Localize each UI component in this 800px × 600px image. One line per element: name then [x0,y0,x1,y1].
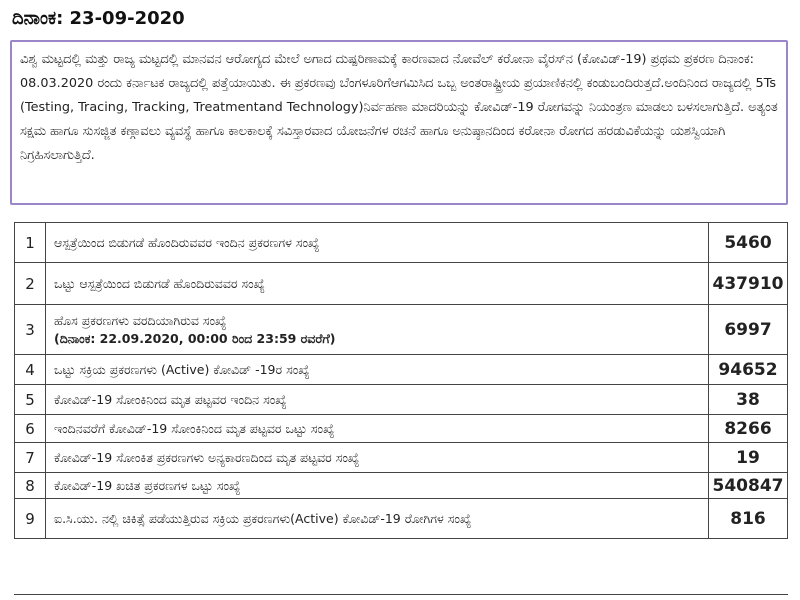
row-description [46,263,709,305]
table-row [15,415,788,443]
row-description-text: ಕೋವಿಡ್-19 ಖಚಿತ ಪ್ರಕರಣಗಳ ಒಟ್ಟು ಸಂಖ್ಯೆ [54,477,241,493]
row-date-range: (ದಿನಾಂಕ: 22.09.2020, 00:00 ರಿಂದ 23:59 ರವರೆಗೆ) [54,330,336,346]
row-value: 540847 [709,473,788,499]
table-row [15,305,788,355]
row-description [46,499,709,539]
row-number: 4 [15,355,46,385]
row-description-text: ಒಟ್ಟು ಆಸ್ಪತ್ರೆಯಿಂದ ಬಿಡುಗಡೆ ಹೊಂದಿರುವವರ ಸಂಖ್ಯೆ [54,275,265,291]
row-description [46,305,709,355]
row-value: 8266 [709,415,788,443]
row-number: 2 [15,263,46,305]
table-row [15,473,788,499]
row-value: 94652 [709,355,788,385]
row-description [46,415,709,443]
row-number: 1 [15,223,46,263]
table-row [15,443,788,473]
row-description [46,355,709,385]
row-value: 6997 [709,305,788,355]
row-description [46,385,709,415]
row-description [46,443,709,473]
row-description-text: ಐ.ಸಿ.ಯು. ನಲ್ಲಿ ಚಿಕಿತ್ಸೆ ಪಡೆಯುತ್ತಿರುವ ಸಕ್ರಿಯ ಪ್ರಕರಣಗಳು(Active) ಕೋವಿಡ್-19 ರೋಗಿಗಳ ಸಂಖ್ಯೆ [54,510,472,526]
row-description-text: ಒಟ್ಟು ಸಕ್ರಿಯ ಪ್ರಕರಣಗಳು (Active) ಕೋವಿಡ್ -19ರ ಸಂಖ್ಯೆ [54,361,310,377]
next-table-top-border [14,594,788,595]
row-value: 816 [709,499,788,539]
row-number: 6 [15,415,46,443]
row-description-text: ಇಂದಿನವರೆಗೆ ಕೋವಿಡ್-19 ಸೋಂಕಿನಿಂದ ಮೃತ ಪಟ್ಟವರ ಒಟ್ಟು ಸಂಖ್ಯೆ [54,420,335,436]
row-number: 5 [15,385,46,415]
row-description-text: ಕೋವಿಡ್-19 ಸೋಂಕಿನಿಂದ ಮೃತ ಪಟ್ಟವರ ಇಂದಿನ ಸಂಖ್ಯೆ [54,391,287,407]
table-row [15,385,788,415]
row-value: 437910 [709,263,788,305]
row-description [46,223,709,263]
row-description [46,473,709,499]
table-row [15,263,788,305]
row-number: 8 [15,473,46,499]
table-row [15,223,788,263]
row-description-text: ಆಸ್ಪತ್ರೆಯಿಂದ ಬಿಡುಗಡೆ ಹೊಂದಿರುವವರ ಇಂದಿನ ಪ್ರಕರಣಗಳ ಸಂಖ್ಯೆ [54,234,320,250]
table-row [15,355,788,385]
row-description-text: ಕೋವಿಡ್-19 ಸೋಂಕಿತ ಪ್ರಕರಣಗಳು ಅನ್ಯಕಾರಣದಿಂದ ಮೃತ ಪಟ್ಟವರ ಸಂಖ್ಯೆ [54,449,360,465]
row-number: 7 [15,443,46,473]
intro-paragraph-box [10,40,788,205]
row-value: 19 [709,443,788,473]
intro-paragraph: ವಿಶ್ವ ಮಟ್ಟದಲ್ಲಿ ಮತ್ತು ರಾಜ್ಯ ಮಟ್ಟದಲ್ಲಿ ಮಾನವನ ಆರೋಗ್ಯದ ಮೇಲೆ ಅಗಾದ ದುಷ್ಪರಿಣಾಮಕ್ಕೆ ಕಾರಣವಾದ ನೋವೆಲ್ ಕರೋನಾ ವೈರಸ್‌ನ (ಕೋವಿಡ್-19) ಪ್ರಥಮ ಪ್ರಕರಣ ದಿನಾಂಕ: 08.03.2020 ರಂದು ಕರ್ನಾಟಕ ರಾಜ್ಯದಲ್ಲಿ ಪತ್ತೆಯಾಯಿತು. ಈ ಪ್ರಕರಣವು ಬೆಂಗಳೂರಿಗೆಆಗಮಿಸಿದ ಒಬ್ಬ ಅಂತರಾಷ್ಟ್ರೀಯ ಪ್ರಯಾಣಿಕನಲ್ಲಿ ಕಂಡುಬಂದಿರುತ್ತದೆ.ಅಂದಿನಿಂದ ರಾಜ್ಯದಲ್ಲಿ 5Ts (Testing, Tracing, Tracking, Treatmentand Technology)ನಿರ್ವಹಣಾ ಮಾದರಿಯನ್ನು ಕೋವಿಡ್-19 ರೋಗವನ್ನು ನಿಯಂತ್ರಣ ಮಾಡಲು ಬಳಸಲಾಗುತ್ತಿದೆ. ಅತ್ಯಂತ ಸಕ್ಷಮ ಹಾಗೂ ಸುಸಜ್ಜಿತ ಕಣ್ಗಾವಲು ವ್ಯವಸ್ಥೆ ಹಾಗೂ ಕಾಲಕಾಲಕ್ಕೆ ಸವಿಸ್ತಾರವಾದ ಯೋಜನೆಗಳ ರಚನೆ ಹಾಗೂ ಅನುಷ್ಠಾನದಿಂದ ಕರೋನಾ ರೋಗದ ಹರಡುವಿಕೆಯನ್ನು ಯಶಸ್ವಿಯಾಗಿ ನಿಗ್ರಹಿಸಲಾಗುತ್ತಿದೆ. [20,52,778,163]
row-number: 9 [15,499,46,539]
bulletin-date: ದಿನಾಂಕ: 23-09-2020 [12,8,185,29]
covid-stats-table [14,222,788,539]
row-value: 5460 [709,223,788,263]
table-row [15,499,788,539]
row-value: 38 [709,385,788,415]
row-description-text: ಹೊಸ ಪ್ರಕರಣಗಳು ವರದಿಯಾಗಿರುವ ಸಂಖ್ಯೆ [54,312,227,328]
row-number: 3 [15,305,46,355]
